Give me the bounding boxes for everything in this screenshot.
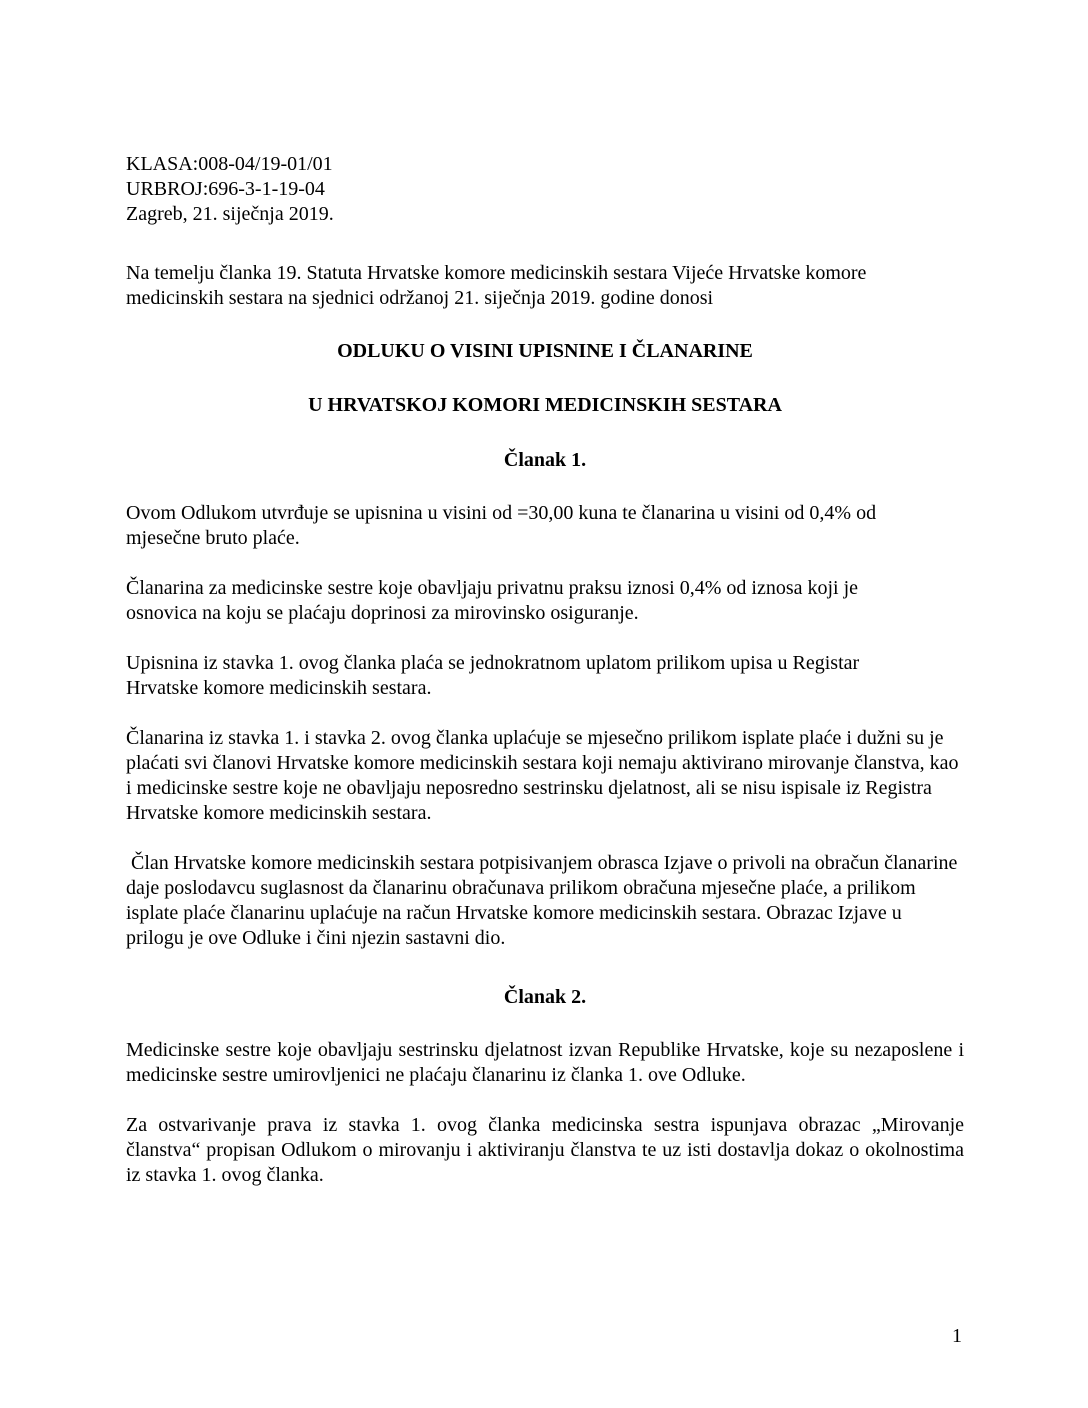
article-2-paragraph-2: Za ostvarivanje prava iz stavka 1. ovog članka medicinska sestra ispunjava obrazac „Mirovanje članstva“ propisan Odlukom o mirovanju i aktiviranju članstva te uz isti dostavlja dokaz o okolnostima iz stavka 1. ovog članka. [126, 1114, 964, 1186]
page-number: 1 [952, 1325, 962, 1347]
place-date-line: Zagreb, 21. siječnja 2019. [126, 203, 334, 225]
article-1-paragraph-3: Upisnina iz stavka 1. ovog članka plaća se jednokratnom uplatom prilikom upisa u Registar Hrvatske komore medicinskih sestara. [126, 652, 860, 699]
article-1-heading: Članak 1. [503, 449, 587, 471]
document-page [126, 152, 964, 1188]
article-1-paragraph-1: Ovom Odlukom utvrđuje se upisnina u visini od =30,00 kuna te članarina u visini od 0,4% od mjesečne bruto plaće. [126, 502, 877, 549]
article-2-heading: Članak 2. [503, 986, 587, 1008]
article-1-paragraph-5: Član Hrvatske komore medicinskih sestara potpisivanjem obrasca Izjave o privoli na obračun članarine daje poslodavcu suglasnost da članarinu obračunava prilikom obračuna mjesečne plaće, a prilikom isplate plaće članarinu uplaćuje na račun Hrvatske komore medicinskih sestara. Obrazac Izjave u prilogu je ove Odluke i čini njezin sastavni dio. [126, 852, 963, 949]
article-2-paragraph-1: Medicinske sestre koje obavljaju sestrinsku djelatnost izvan Republike Hrvatske, koje su nezaposlene i medicinske sestre umirovljenici ne plaćaju članarinu iz članka 1. ove Odluke. [126, 1039, 964, 1086]
intro-paragraph: Na temelju članka 19. Statuta Hrvatske komore medicinskih sestara Vijeće Hrvatske komore medicinskih sestara na sjednici održanoj 21. siječnja 2019. godine donosi [126, 262, 867, 309]
klasa-line: KLASA:008-04/19-01/01 [126, 153, 333, 175]
article-1-paragraph-2: Članarina za medicinske sestre koje obavljaju privatnu praksu iznosi 0,4% od iznosa koji je osnovica na koju se plaćaju doprinosi za mirovinsko osiguranje. [126, 577, 859, 624]
urbroj-line: URBROJ:696-3-1-19-04 [126, 178, 325, 200]
document-header [126, 152, 964, 227]
document-title-line-2: U HRVATSKOJ KOMORI MEDICINSKIH SESTARA [308, 394, 782, 416]
document-title-line-1: ODLUKU O VISINI UPISNINE I ČLANARINE [337, 340, 753, 362]
article-1-paragraph-4: Članarina iz stavka 1. i stavka 2. ovog članka uplaćuje se mjesečno prilikom isplate plaće i dužni su je plaćati svi članovi Hrvatske komore medicinskih sestara koji nemaju aktivirano mirovanje članstva, kao i medicinske sestre koje ne obavljaju neposredno sestrinsku djelatnost, ali se nisu ispisale iz Registra Hrvatske komore medicinskih sestara. [126, 727, 959, 824]
